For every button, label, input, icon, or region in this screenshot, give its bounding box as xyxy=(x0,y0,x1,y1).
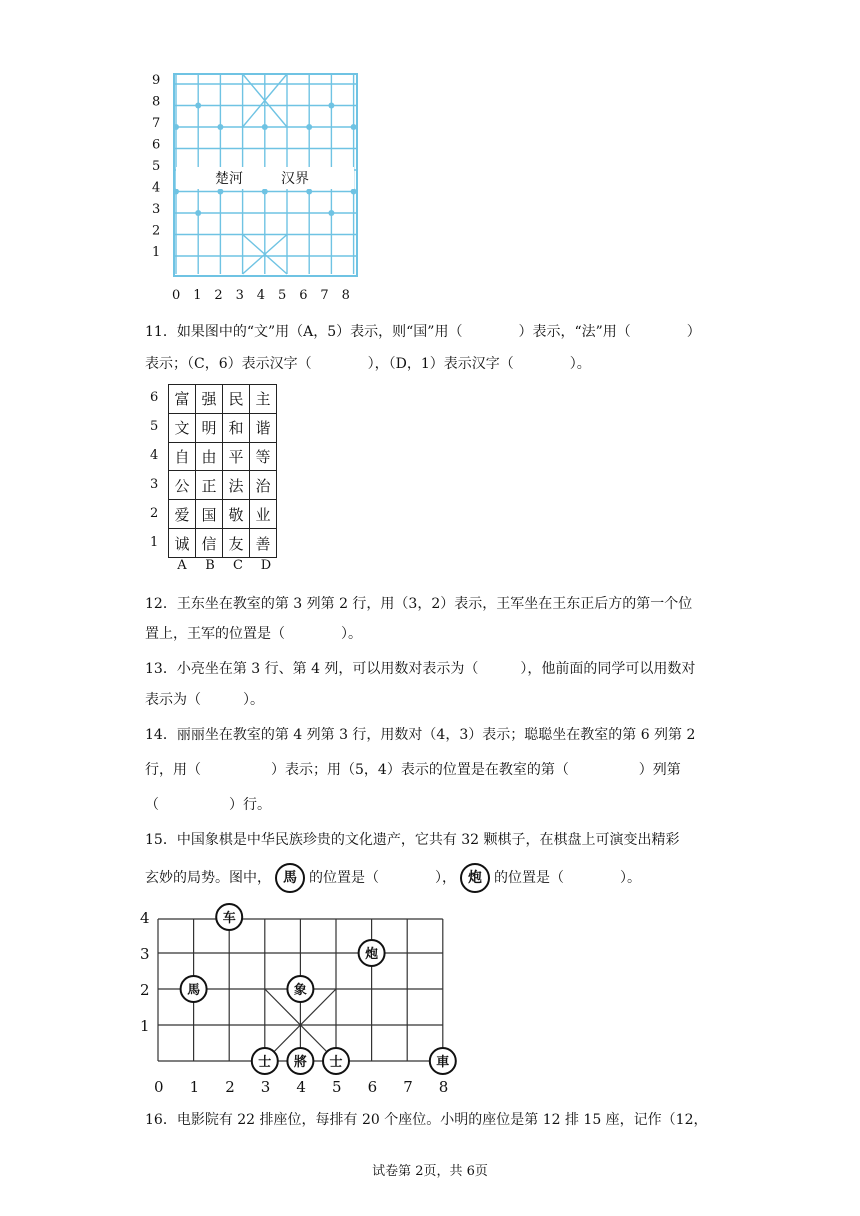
position-marker xyxy=(173,124,179,130)
y-axis-label: 6 xyxy=(152,137,161,153)
position-marker xyxy=(262,124,268,130)
grid-cell: 强 xyxy=(196,385,223,414)
grid-cell: 和 xyxy=(223,413,250,442)
grid-cell: 由 xyxy=(196,442,223,471)
x-axis-label: 8 xyxy=(341,288,350,303)
question-12-line-1: 12．王东坐在教室的第 3 列第 2 行，用（3，2）表示，王军坐在王东正后方的第一个位 xyxy=(145,596,693,612)
question-15-text-c: 的位置是（ ）。 xyxy=(494,870,641,886)
chessboard-river-figure xyxy=(140,70,370,306)
grid-cell: 正 xyxy=(196,471,223,500)
grid-cell: 公 xyxy=(169,471,196,500)
position-marker xyxy=(351,124,357,130)
grid-cell: 平 xyxy=(223,442,250,471)
grid-cell: 明 xyxy=(196,413,223,442)
position-marker xyxy=(306,124,312,130)
x-axis-label: 4 xyxy=(296,1078,306,1096)
y-axis-label: 2 xyxy=(152,223,161,239)
row-label: 6 xyxy=(150,390,159,405)
grid-cell: 爱 xyxy=(169,500,196,529)
position-marker xyxy=(195,103,201,109)
grid-row xyxy=(169,529,277,558)
grid-cell: 民 xyxy=(223,385,250,414)
chess-piece-label: 將 xyxy=(293,1055,307,1070)
grid-cell: 友 xyxy=(223,529,250,558)
x-axis-label: 1 xyxy=(193,288,202,303)
chess-piece-label: 士 xyxy=(329,1055,343,1070)
cannon-piece-icon: 炮 xyxy=(460,863,490,893)
y-axis-label: 7 xyxy=(152,116,161,131)
column-label: B xyxy=(205,558,215,573)
chess-piece xyxy=(323,1048,349,1074)
question-15-line-2 xyxy=(145,863,641,893)
grid-cell: 善 xyxy=(250,529,277,558)
x-axis-label: 6 xyxy=(299,288,308,303)
xiangqi-board-figure xyxy=(140,900,470,1100)
grid-cell: 等 xyxy=(250,442,277,471)
row-label: 2 xyxy=(150,506,159,521)
question-14-line-2: 行，用（ ）表示；用（5，4）表示的位置是在教室的第（ ）列第 xyxy=(145,762,681,778)
grid-cell: 诚 xyxy=(169,529,196,558)
river-right-label: 汉界 xyxy=(281,171,309,187)
grid-cell: 主 xyxy=(250,385,277,414)
question-15-text-b: 的位置是（ ）， xyxy=(309,870,456,886)
horse-piece-icon: 馬 xyxy=(275,863,305,893)
position-marker xyxy=(306,189,312,195)
position-marker xyxy=(195,210,201,216)
y-axis-label: 4 xyxy=(152,180,161,196)
grid-row xyxy=(169,471,277,500)
y-axis-label: 3 xyxy=(140,945,150,963)
position-marker xyxy=(328,210,334,216)
question-11-line-1: 11．如果图中的“文”用（A，5）表示，则“国”用（ ）表示，“法”用（ ） xyxy=(145,324,701,340)
grid-cell: 富 xyxy=(169,385,196,414)
question-15-text-a: 玄妙的局势。图中， xyxy=(145,870,271,886)
y-axis-label: 5 xyxy=(152,159,161,174)
column-label: A xyxy=(177,558,187,573)
chess-piece-label: 士 xyxy=(258,1055,272,1070)
river-left-label: 楚河 xyxy=(215,171,243,187)
grid-cell: 敬 xyxy=(223,500,250,529)
row-label: 4 xyxy=(150,448,159,463)
chess-piece xyxy=(430,1048,456,1074)
chess-piece xyxy=(181,976,207,1002)
column-label: D xyxy=(260,558,272,573)
grid-row-labels xyxy=(150,384,168,558)
question-15-line-1: 15．中国象棋是中华民族珍贵的文化遗产，它共有 32 颗棋子，在棋盘上可演变出精彩 xyxy=(145,832,680,848)
question-14-line-3: （ ）行。 xyxy=(145,797,271,813)
question-16-line-1: 16．电影院有 22 排座位，每排有 20 个座位。小明的座位是第 12 排 15 座，记作（12， xyxy=(145,1112,708,1128)
y-axis-label: 4 xyxy=(140,909,150,927)
chess-piece xyxy=(216,904,242,930)
grid-cell: 业 xyxy=(250,500,277,529)
page-footer: 试卷第 2页，共 6页 xyxy=(372,1164,488,1179)
row-label: 3 xyxy=(150,477,159,492)
position-marker xyxy=(217,189,223,195)
question-13-line-2: 表示为（ ）。 xyxy=(145,692,264,708)
chess-piece-label: 炮 xyxy=(365,947,379,962)
chess-piece xyxy=(287,976,313,1002)
y-axis-label: 2 xyxy=(140,981,150,999)
x-axis-label: 2 xyxy=(214,288,223,303)
chess-piece xyxy=(359,940,385,966)
chess-piece-label: 車 xyxy=(436,1055,450,1070)
x-axis-label: 1 xyxy=(189,1078,200,1096)
question-13-line-1: 13．小亮坐在第 3 行、第 4 列，可以用数对表示为（ ），他前面的同学可以用数对 xyxy=(145,661,696,677)
y-axis-label: 3 xyxy=(152,202,161,217)
grid-row xyxy=(169,500,277,529)
question-14-line-1: 14．丽丽坐在教室的第 4 列第 3 行，用数对（4，3）表示；聪聪坐在教室的第 6 列第 2 xyxy=(145,727,696,743)
position-marker xyxy=(262,189,268,195)
question-12-line-2: 置上，王军的位置是（ ）。 xyxy=(145,626,362,642)
x-axis-label: 5 xyxy=(332,1078,342,1096)
chess-piece-label: 馬 xyxy=(187,983,201,998)
position-marker xyxy=(217,124,223,130)
chess-piece-label: 车 xyxy=(222,911,236,926)
position-marker xyxy=(351,189,357,195)
y-axis-label: 9 xyxy=(152,73,161,88)
x-axis-label: 8 xyxy=(438,1078,449,1096)
grid-row xyxy=(169,442,277,471)
grid-cell: 治 xyxy=(250,471,277,500)
grid-row xyxy=(169,385,277,414)
x-axis-label: 4 xyxy=(256,288,266,303)
y-axis-label: 1 xyxy=(140,1017,150,1035)
question-11-line-2: 表示；（C，6）表示汉字（ ），（D，1）表示汉字（ ）。 xyxy=(145,356,591,372)
x-axis-label: 3 xyxy=(235,288,244,303)
chess-piece xyxy=(287,1048,313,1074)
grid-cell: 法 xyxy=(223,471,250,500)
character-grid-figure xyxy=(150,384,280,573)
character-table xyxy=(168,384,277,558)
grid-cell: 自 xyxy=(169,442,196,471)
y-axis-label: 1 xyxy=(152,245,161,260)
position-marker xyxy=(173,189,179,195)
grid-cell: 信 xyxy=(196,529,223,558)
grid-row xyxy=(169,413,277,442)
x-axis-label: 5 xyxy=(278,288,287,303)
row-label: 5 xyxy=(150,419,159,434)
chess-piece xyxy=(252,1048,278,1074)
position-marker xyxy=(328,103,334,109)
x-axis-label: 7 xyxy=(403,1078,413,1096)
x-axis-label: 0 xyxy=(172,288,181,303)
y-axis-label: 8 xyxy=(152,94,161,110)
column-label: C xyxy=(233,558,243,573)
x-axis-label: 6 xyxy=(367,1078,378,1096)
x-axis-label: 0 xyxy=(154,1078,164,1096)
x-axis-label: 7 xyxy=(320,288,329,303)
grid-cell: 谐 xyxy=(250,413,277,442)
x-axis-label: 3 xyxy=(260,1078,271,1096)
grid-cell: 国 xyxy=(196,500,223,529)
row-label: 1 xyxy=(150,535,159,550)
grid-cell: 文 xyxy=(169,413,196,442)
chess-piece-label: 象 xyxy=(293,983,307,998)
x-axis-label: 2 xyxy=(225,1078,235,1096)
grid-column-labels xyxy=(168,558,280,573)
